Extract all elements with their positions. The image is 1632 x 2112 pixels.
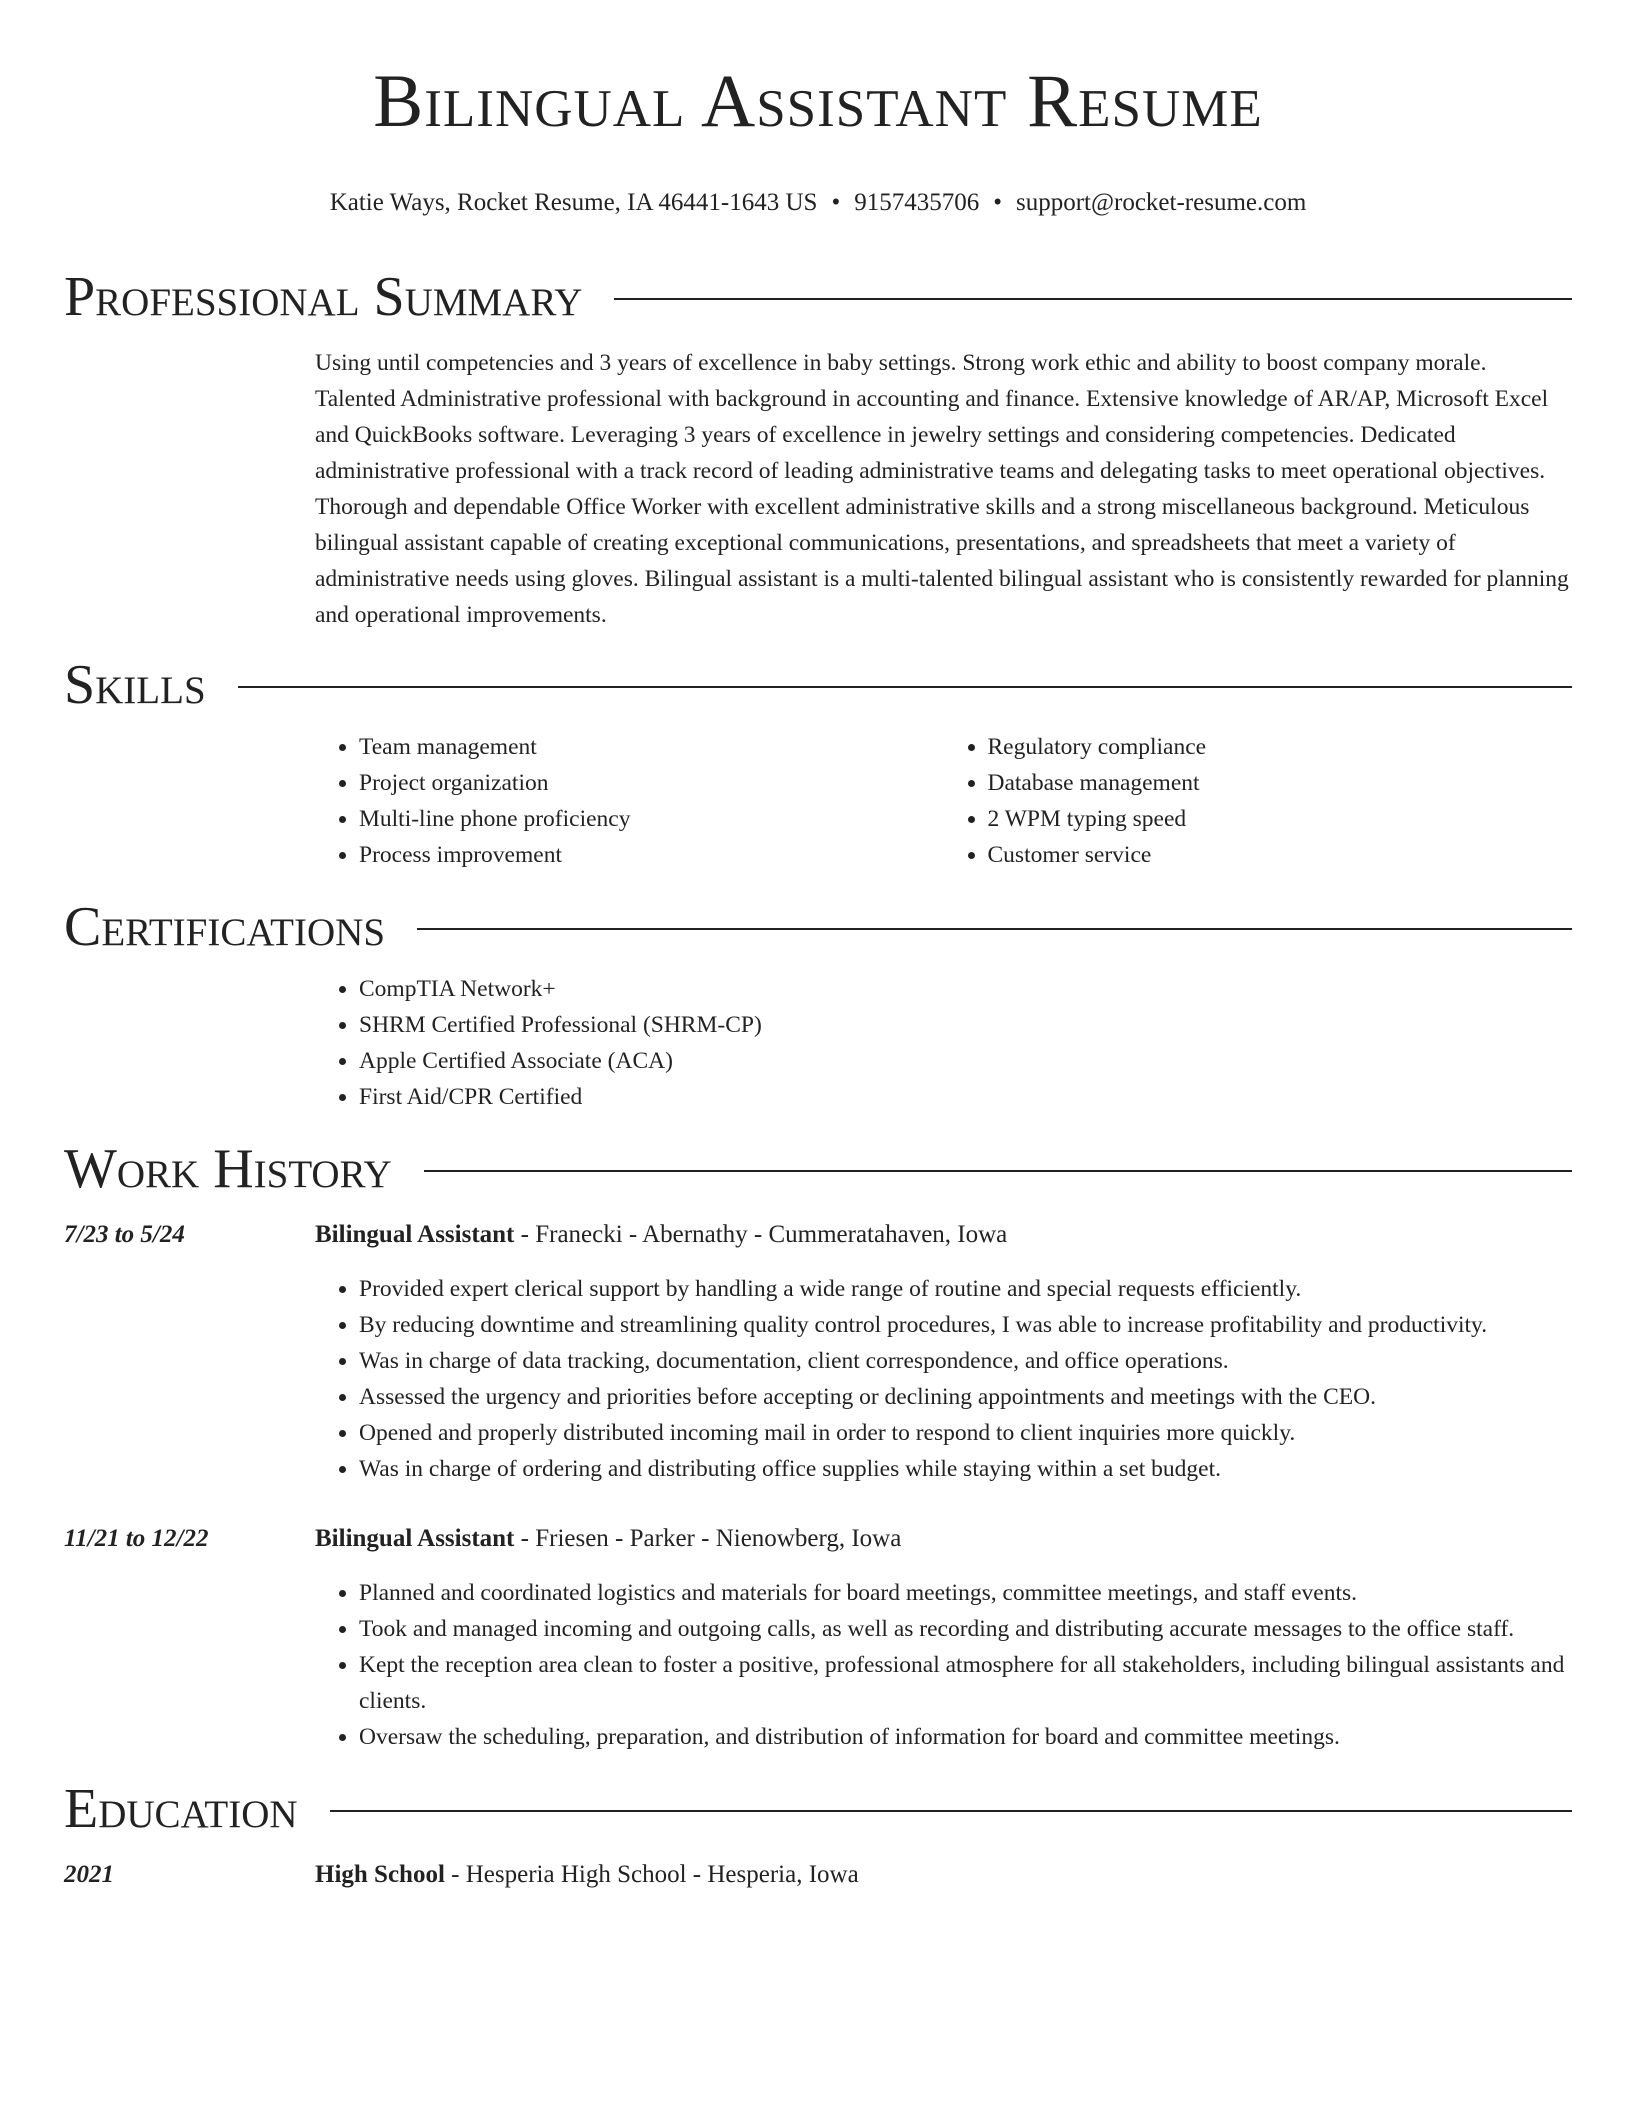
education-date: 2021: [64, 1861, 114, 1888]
section-divider: [417, 928, 1572, 930]
section-divider: [238, 686, 1572, 688]
skill-item: • Process improvement: [359, 837, 944, 873]
job-role: Bilingual Assistant: [315, 1221, 515, 1248]
certifications-header: [64, 897, 1572, 957]
section-title-work-history: Work History: [64, 1138, 392, 1200]
contact-phone: 9157435706: [854, 189, 980, 216]
job-bullets: [315, 1575, 1572, 1755]
job-bullet: • Took and managed incoming and outgoing calls, as well as recording and distributing accurate messages to the office staff.: [359, 1611, 1572, 1647]
contact-address: Katie Ways, Rocket Resume, IA 46441-1643 US: [329, 189, 818, 216]
education-header: [64, 1779, 1572, 1839]
section-title-summary: Professional Summary: [64, 266, 583, 328]
education-line: [315, 1857, 859, 1893]
skill-item: • 2 WPM typing speed: [988, 801, 1573, 837]
work-history-section: [64, 1139, 1572, 1755]
education-entry: [64, 1857, 1572, 1893]
contact-separator: •: [993, 189, 1002, 216]
skill-item: • Regulatory compliance: [988, 729, 1573, 765]
job-company: - Franecki - Abernathy - Cummeratahaven, Iowa: [514, 1221, 1008, 1248]
contact-email: support@rocket-resume.com: [1015, 189, 1307, 216]
job-header: [64, 1521, 1572, 1557]
job-bullet: • Assessed the urgency and priorities before accepting or declining appointments and meetings with the CEO.: [359, 1379, 1572, 1415]
resume-title: Bilingual Assistant Resume: [373, 60, 1263, 143]
job-bullet: • Planned and coordinated logistics and materials for board meetings, committee meetings, and staff events.: [359, 1575, 1572, 1611]
job-role: Bilingual Assistant: [315, 1525, 515, 1552]
education-section: [64, 1779, 1572, 1893]
section-title-skills: Skills: [64, 654, 206, 716]
education-degree: High School: [315, 1861, 445, 1888]
certifications-section: [64, 897, 1572, 1115]
section-divider: [330, 1810, 1572, 1812]
contact-separator: •: [831, 189, 841, 216]
job-bullet: • Kept the reception area clean to foster a positive, professional atmosphere for all stakeholders, including bilingual assistants and clients.: [359, 1647, 1572, 1719]
job-bullet: • By reducing downtime and streamlining quality control procedures, I was able to increase profitability and productivity.: [359, 1307, 1572, 1343]
job-bullet: • Oversaw the scheduling, preparation, and distribution of information for board and committee meetings.: [359, 1719, 1572, 1755]
job-company: - Friesen - Parker - Nienowberg, Iowa: [514, 1525, 902, 1552]
skill-item: • Team management: [359, 729, 944, 765]
job-dates: 11/21 to 12/22: [64, 1525, 209, 1552]
job-entry: [64, 1521, 1572, 1755]
section-title-certifications: Certifications: [64, 896, 386, 958]
certification-item: • Apple Certified Associate (ACA): [359, 1043, 1572, 1079]
skill-item: • Multi-line phone proficiency: [359, 801, 944, 837]
skills-column-right: [944, 729, 1573, 873]
education-school: - Hesperia High School - Hesperia, Iowa: [444, 1861, 859, 1888]
skills-column-left: [315, 729, 944, 873]
job-title-line: [315, 1521, 901, 1557]
skills-list: [315, 729, 1572, 873]
certification-item: • First Aid/CPR Certified: [359, 1079, 1572, 1115]
job-bullet: • Was in charge of data tracking, documentation, client correspondence, and office operations.: [359, 1343, 1572, 1379]
work-history-header: [64, 1139, 1572, 1199]
resume-page: [64, 0, 1572, 1893]
job-dates: 7/23 to 5/24: [64, 1221, 185, 1248]
skill-item: • Customer service: [988, 837, 1573, 873]
contact-line: [64, 187, 1572, 219]
summary-section: [64, 267, 1572, 633]
section-title-education: Education: [64, 1778, 298, 1840]
job-entry: [64, 1217, 1572, 1487]
job-bullet: • Was in charge of ordering and distributing office supplies while staying within a set budget.: [359, 1451, 1572, 1487]
summary-text: Using until competencies and 3 years of excellence in baby settings. Strong work ethic and ability to boost company morale. Talented Administrative professional with background in accounting and finance. Extensive knowledge of AR/AP, Microsoft Excel and QuickBooks software. Leveraging 3 years of excellence in jewelry settings and considering competencies. Dedicated administrative professional with a track record of leading administrative teams and delegating tasks to meet operational objectives. Thorough and dependable Office Worker with excellent administrative skills and a strong miscellaneous background. Meticulous bilingual assistant capable of creating exceptional communications, presentations, and spreadsheets that meet a variety of administrative needs using gloves. Bilingual assistant is a multi-talented bilingual assistant who is consistently rewarded for planning and operational improvements.: [315, 350, 1569, 628]
certifications-list: [315, 971, 1572, 1115]
skill-item: • Project organization: [359, 765, 944, 801]
skills-section: [64, 655, 1572, 873]
section-divider: [424, 1170, 1572, 1172]
job-header: [64, 1217, 1572, 1253]
certification-item: • CompTIA Network+: [359, 971, 1572, 1007]
job-bullets: [315, 1271, 1572, 1487]
skills-header: [64, 655, 1572, 715]
job-bullet: • Provided expert clerical support by handling a wide range of routine and special requests efficiently.: [359, 1271, 1572, 1307]
certification-item: • SHRM Certified Professional (SHRM-CP): [359, 1007, 1572, 1043]
summary-header: [64, 267, 1572, 327]
skill-item: • Database management: [988, 765, 1573, 801]
section-divider: [614, 298, 1572, 300]
job-title-line: [315, 1217, 1007, 1253]
job-bullet: • Opened and properly distributed incoming mail in order to respond to client inquiries more quickly.: [359, 1415, 1572, 1451]
